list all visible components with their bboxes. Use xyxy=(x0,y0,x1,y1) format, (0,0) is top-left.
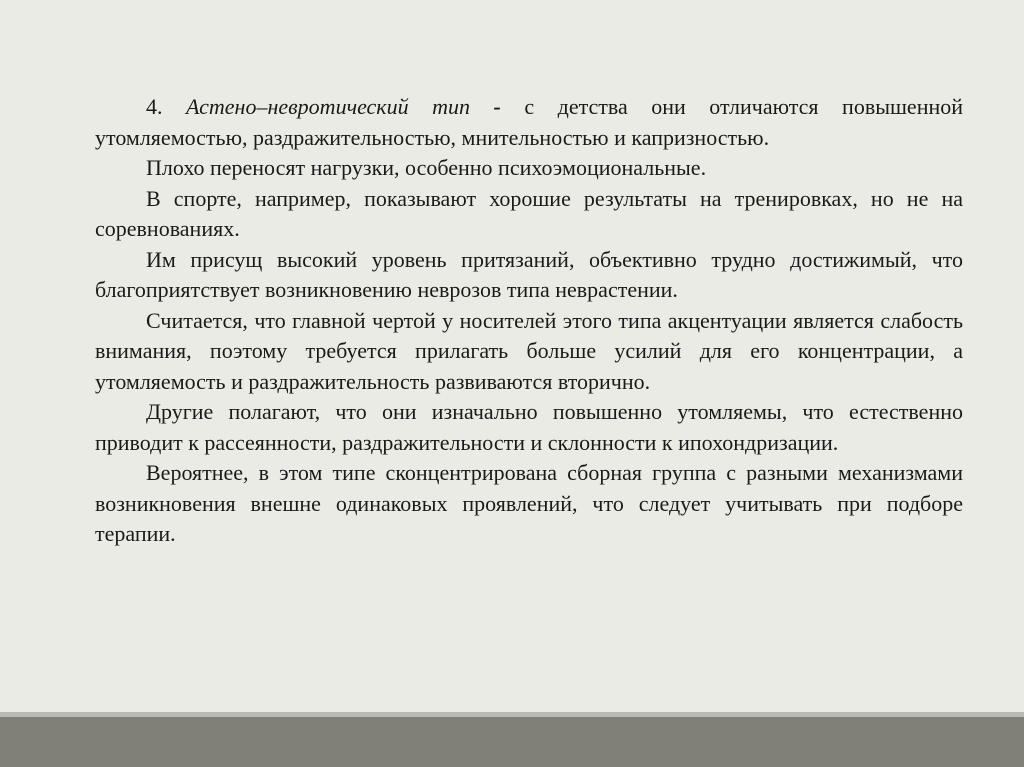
type-description: с детства они отличаются повышенной утомляемостью, раздражительностью, мнительностью и капризностью. xyxy=(95,94,964,150)
paragraph-loads: Плохо переносят нагрузки, особенно психоэмоциональные. xyxy=(146,155,707,180)
paragraph-aspirations: Им присущ высокий уровень притязаний, объективно трудно достижимый, что благоприятствует возникновению неврозов типа неврастении. xyxy=(95,246,963,302)
footer-bar xyxy=(0,717,1024,767)
paragraph-attention: Считается, что главной чертой у носителей этого типа акцентуации является слабость внимания, поэтому требуется прилагать больше усилий для его концентрации, а утомляемость и раздражительность развиваются вторично. xyxy=(95,307,963,394)
paragraph-fatigue: Другие полагают, что они изначально повышенно утомляемы, что естественно приводит к рассеянности, раздражительности и склонности к ипохондризации. xyxy=(95,399,963,455)
item-number: 4. xyxy=(146,94,163,119)
paragraph-type-definition xyxy=(95,92,963,153)
paragraph-conclusion: Вероятнее, в этом типе сконцентрирована сборная группа с разными механизмами возникновения внешне одинаковых проявлений, что следует учитывать при подборе терапии. xyxy=(95,460,963,546)
paragraph-sport: В спорте, например, показывают хорошие результаты на тренировках, но не на соревнованиях. xyxy=(95,185,963,241)
type-term: Астено–невротический тип xyxy=(186,94,470,119)
slide-body xyxy=(95,92,963,550)
term-dash: - xyxy=(493,94,501,119)
